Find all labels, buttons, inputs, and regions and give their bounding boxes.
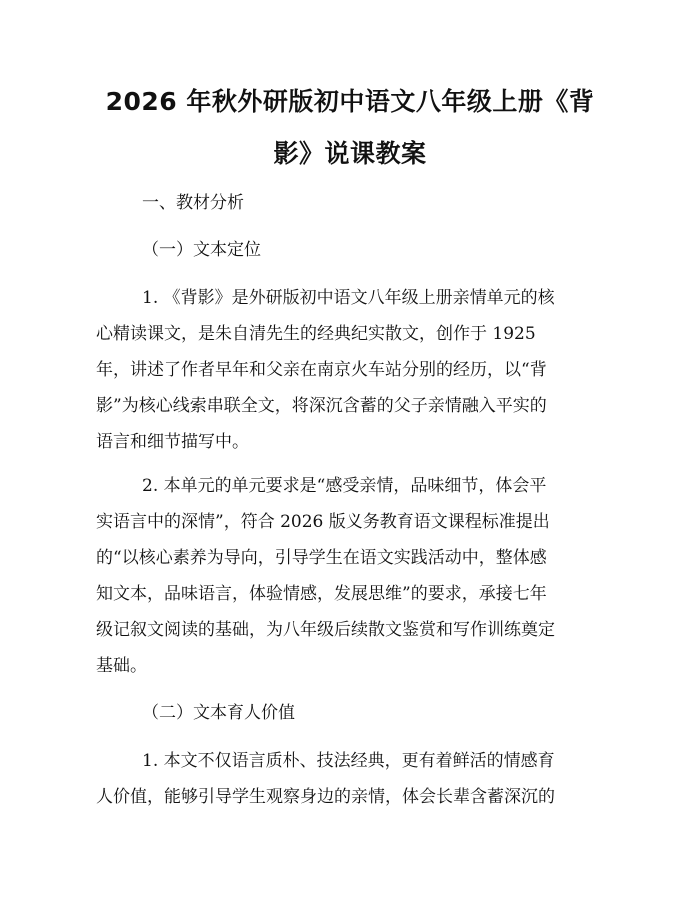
paragraph-line: 语言和细节描写中。: [96, 432, 249, 452]
subsection-heading-educational-value: （二）文本育人价值: [142, 703, 295, 723]
paragraph-line: 知文本，品味语言，体验情感，发展思维”的要求，承接七年: [96, 584, 547, 604]
paragraph-line: 级记叙文阅读的基础，为八年级后续散文鉴赏和写作训练奠定: [96, 620, 555, 640]
paragraph-line: 实语言中的深情”，符合 2026 版义务教育语文课程标准提出: [96, 512, 550, 532]
paragraph-line: 人价值，能够引导学生观察身边的亲情，体会长辈含蓄深沉的: [96, 787, 555, 807]
paragraph-line: 基础。: [96, 656, 147, 676]
paragraph-text-positioning-2: [96, 468, 606, 684]
paragraph-line: 年，讲述了作者早年和父亲在南京火车站分别的经历，以“背: [96, 360, 547, 380]
paragraph-line: 的“以核心素养为导向，引导学生在语文实践活动中，整体感: [96, 548, 547, 568]
document-title: [96, 76, 604, 180]
paragraph-line: 影”为核心线索串联全文，将深沉含蓄的父子亲情融入平实的: [96, 396, 547, 416]
section-heading-teaching-material-analysis: 一、教材分析: [142, 193, 244, 213]
subsection-heading-text-positioning: （一）文本定位: [142, 240, 261, 260]
paragraph-line: 1. 《背影》是外研版初中语文八年级上册亲情单元的核: [142, 288, 555, 308]
paragraph-text-positioning-1: [96, 280, 606, 460]
paragraph-line: 2. 本单元的单元要求是“感受亲情，品味细节，体会平: [142, 476, 547, 496]
paragraph-educational-value-1: [96, 743, 606, 815]
paragraph-line: 心精读课文，是朱自清先生的经典纪实散文，创作于 1925: [96, 324, 536, 344]
paragraph-line: 1. 本文不仅语言质朴、技法经典，更有着鲜活的情感育: [142, 751, 555, 771]
title-line-2: 影》说课教案: [273, 139, 427, 168]
title-line-1: 2026 年秋外研版初中语文八年级上册《背: [105, 87, 595, 116]
